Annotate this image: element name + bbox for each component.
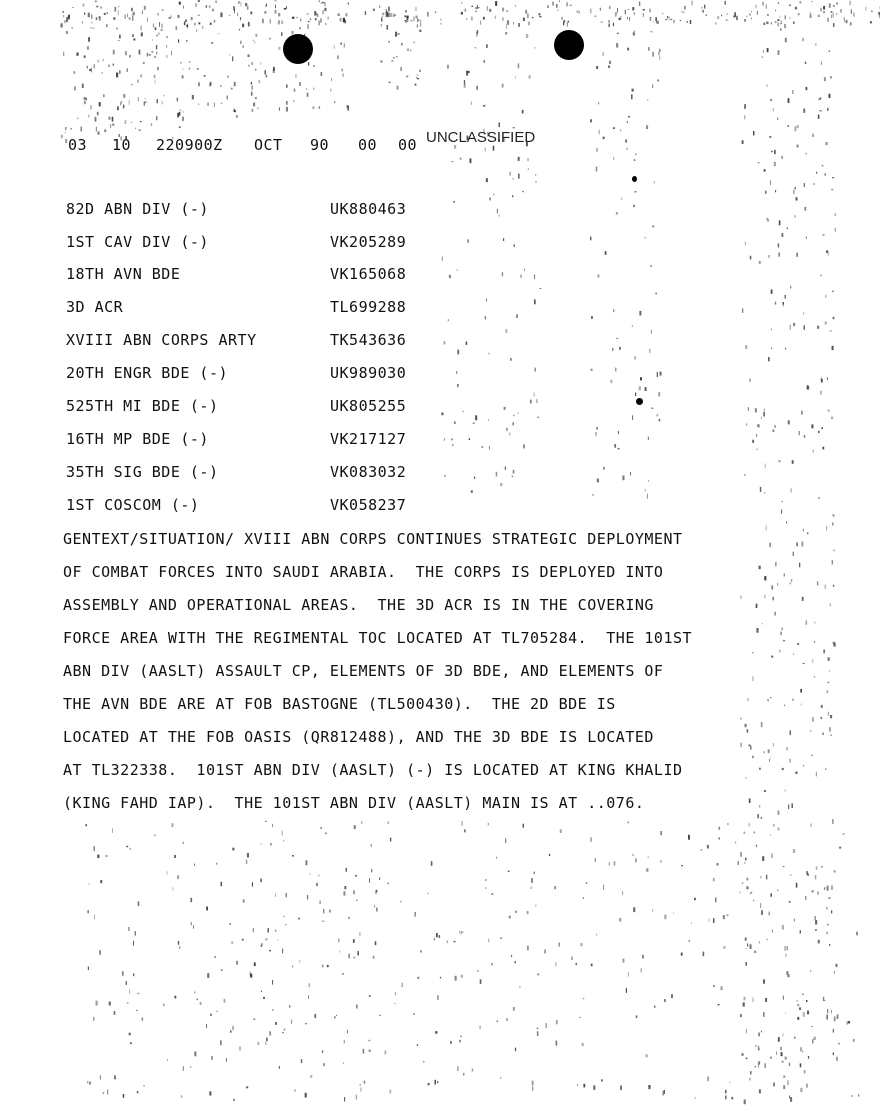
- unit-name: 20TH ENGR BDE (-): [66, 364, 229, 382]
- list-item: [66, 298, 486, 318]
- gentext-line: FORCE AREA WITH THE REGIMENTAL TOC LOCATED AT TL705284. THE 101ST: [63, 629, 693, 647]
- unit-name: 1ST CAV DIV (-): [66, 233, 209, 251]
- unit-grid: VK165068: [330, 265, 407, 283]
- header-hour: 10: [112, 136, 132, 154]
- unit-grid: VK217127: [330, 430, 407, 448]
- gentext-situation: [63, 530, 823, 812]
- gentext-line: ASSEMBLY AND OPERATIONAL AREAS. THE 3D ACR IS IN THE COVERING: [63, 596, 654, 614]
- punch-hole-right: [554, 30, 584, 60]
- unit-name: 82D ABN DIV (-): [66, 200, 209, 218]
- list-item: [66, 496, 486, 516]
- ink-dot: [632, 176, 637, 182]
- list-item: [66, 331, 486, 351]
- unit-name: 525TH MI BDE (-): [66, 397, 219, 415]
- unit-name: 3D ACR: [66, 298, 124, 316]
- unit-grid: TK543636: [330, 331, 407, 349]
- gentext-line: LOCATED AT THE FOB OASIS (QR812488), AND THE 3D BDE IS LOCATED: [63, 728, 654, 746]
- punch-hole-left: [283, 34, 313, 64]
- unit-name: 18TH AVN BDE: [66, 265, 181, 283]
- gentext-line: THE AVN BDE ARE AT FOB BASTOGNE (TL500430). THE 2D BDE IS: [63, 695, 616, 713]
- unit-name: 16TH MP BDE (-): [66, 430, 209, 448]
- list-item: [66, 364, 486, 384]
- unit-grid: VK205289: [330, 233, 407, 251]
- gentext-line: GENTEXT/SITUATION/ XVIII ABN CORPS CONTINUES STRATEGIC DEPLOYMENT: [63, 530, 683, 548]
- header-month: OCT: [254, 136, 283, 154]
- gentext-line: ABN DIV (AASLT) ASSAULT CP, ELEMENTS OF 3D BDE, AND ELEMENTS OF: [63, 662, 664, 680]
- unit-grid: UK805255: [330, 397, 407, 415]
- unit-name: 35TH SIG BDE (-): [66, 463, 219, 481]
- list-item: [66, 463, 486, 483]
- unit-name: 1ST COSCOM (-): [66, 496, 200, 514]
- unit-grid: UK880463: [330, 200, 407, 218]
- unit-grid: UK989030: [330, 364, 407, 382]
- header-day: 03: [68, 136, 88, 154]
- list-item: [66, 397, 486, 417]
- ink-dot: [636, 398, 643, 405]
- unit-location-list: [66, 200, 407, 514]
- header-year: 90: [310, 136, 330, 154]
- list-item: [66, 233, 486, 253]
- unit-name: XVIII ABN CORPS ARTY: [66, 331, 257, 349]
- gentext-line: OF COMBAT FORCES INTO SAUDI ARABIA. THE CORPS IS DEPLOYED INTO: [63, 563, 664, 581]
- unit-grid: VK058237: [330, 496, 407, 514]
- header-dtg: 220900Z: [156, 136, 223, 154]
- header-field-b: 00: [398, 136, 418, 154]
- list-item: [66, 265, 486, 285]
- list-item: [66, 200, 486, 220]
- unit-grid: VK083032: [330, 463, 407, 481]
- list-item: [66, 430, 486, 450]
- gentext-line: AT TL322338. 101ST ABN DIV (AASLT) (-) IS LOCATED AT KING KHALID: [63, 761, 683, 779]
- classification-marking: UNCLASSIFIED: [426, 129, 536, 146]
- header-field-a: 00: [358, 136, 378, 154]
- gentext-line: (KING FAHD IAP). THE 101ST ABN DIV (AASLT) MAIN IS AT ..076.: [63, 794, 645, 812]
- unit-grid: TL699288: [330, 298, 407, 316]
